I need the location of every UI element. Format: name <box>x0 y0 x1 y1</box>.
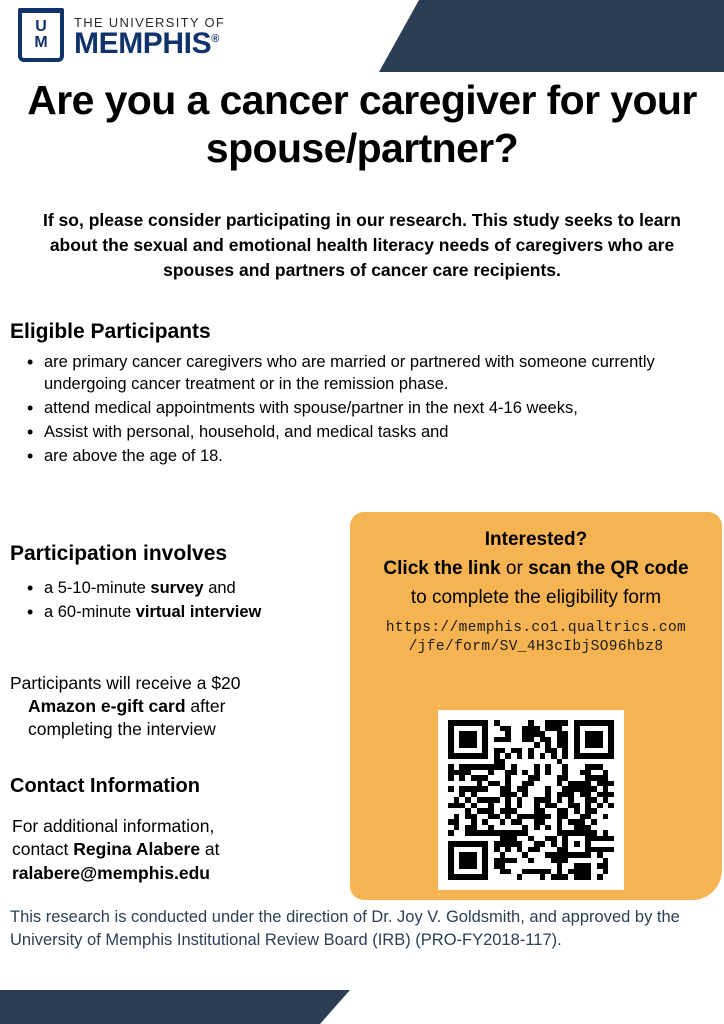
contact-line-2 <box>12 838 342 861</box>
logo-mark-letter-u: U <box>35 18 47 35</box>
contact-information-body <box>12 815 342 885</box>
participation-item-0-pre: a 5-10-minute <box>44 579 151 597</box>
irb-disclaimer: This research is conducted under the direction of Dr. Joy V. Goldsmith, and approved by the University of Memphis Institutional Review Board (IRB) (PRO-FY2018-117). <box>10 908 680 949</box>
bottom-left-navy-shape <box>0 990 350 1024</box>
list-item: • are primary cancer caregivers who are married or partnered with someone currently undergoing cancer treatment or in the remission phase. <box>44 352 658 396</box>
intro-paragraph: If so, please consider participating in our research. This study seeks to learn about the sexual and emotional health literacy needs of caregivers who are spouses and partners of cancer care recipients. <box>43 210 681 280</box>
list-item: • are above the age of 18. <box>44 446 658 468</box>
eligible-participants-list <box>10 352 658 470</box>
eligible-participants-heading: Eligible Participants <box>10 320 211 343</box>
participation-list <box>10 578 330 626</box>
survey-url-line-2: /jfe/form/SV_4H3cIbjSO96hbz8 <box>408 639 664 656</box>
gift-line-2 <box>10 695 340 718</box>
logo-line-1: THE UNIVERSITY OF <box>74 14 226 30</box>
qr-code-icon[interactable] <box>448 720 614 880</box>
participation-item-0-post: and <box>203 579 236 597</box>
contact-line-2-pre: contact <box>12 839 74 860</box>
survey-url[interactable] <box>350 619 722 658</box>
participation-item-1-pre: a 60-minute <box>44 602 136 621</box>
list-item: • Assist with personal, household, and medical tasks and <box>44 422 658 444</box>
logo-wordmark <box>74 16 225 59</box>
card-instructions-mid: or <box>500 557 529 579</box>
logo-mark-icon <box>18 12 64 62</box>
logo-line-2 <box>74 26 225 60</box>
qr-code-container[interactable] <box>438 710 624 890</box>
card-heading-block <box>350 512 722 613</box>
gift-line-3: completing the interview <box>28 719 216 740</box>
contact-name: Regina Alabere <box>73 839 201 860</box>
contact-line-1: For additional information, <box>12 816 215 836</box>
card-instructions-tail: to complete the eligibility form <box>410 586 662 608</box>
page-title: Are you a cancer caregiver for your spouse/partner? <box>27 77 697 172</box>
participation-item-0-bold: survey <box>150 579 204 597</box>
card-scan-qr-text: scan the QR code <box>528 557 689 579</box>
gift-card-text <box>10 672 340 741</box>
list-item <box>44 578 330 600</box>
participation-item-1-bold: virtual interview <box>135 602 262 621</box>
top-right-navy-shape <box>379 0 724 72</box>
university-logo <box>18 12 225 62</box>
list-item <box>44 602 330 624</box>
card-instructions <box>374 555 698 613</box>
contact-email[interactable]: ralabere@memphis.edu <box>12 862 210 883</box>
gift-bold: Amazon e-gift card <box>28 696 186 717</box>
card-click-link-text[interactable]: Click the link <box>383 557 501 579</box>
interest-callout-card <box>350 512 722 900</box>
participation-heading: Participation involves <box>10 542 228 565</box>
contact-line-2-post: at <box>200 839 220 860</box>
gift-after-bold: after <box>185 696 226 717</box>
list-item: • attend medical appointments with spouse/partner in the next 4-16 weeks, <box>44 398 658 420</box>
survey-url-line-1: https://memphis.co1.qualtrics.com <box>385 619 687 636</box>
gift-line-1: Participants will receive a $20 <box>10 673 241 693</box>
registered-mark: ® <box>211 32 219 45</box>
contact-information-heading: Contact Information <box>10 775 200 797</box>
card-title: Interested? <box>484 529 588 550</box>
logo-line-2-text: MEMPHIS <box>74 26 212 60</box>
logo-mark-letter-m: M <box>34 34 48 51</box>
